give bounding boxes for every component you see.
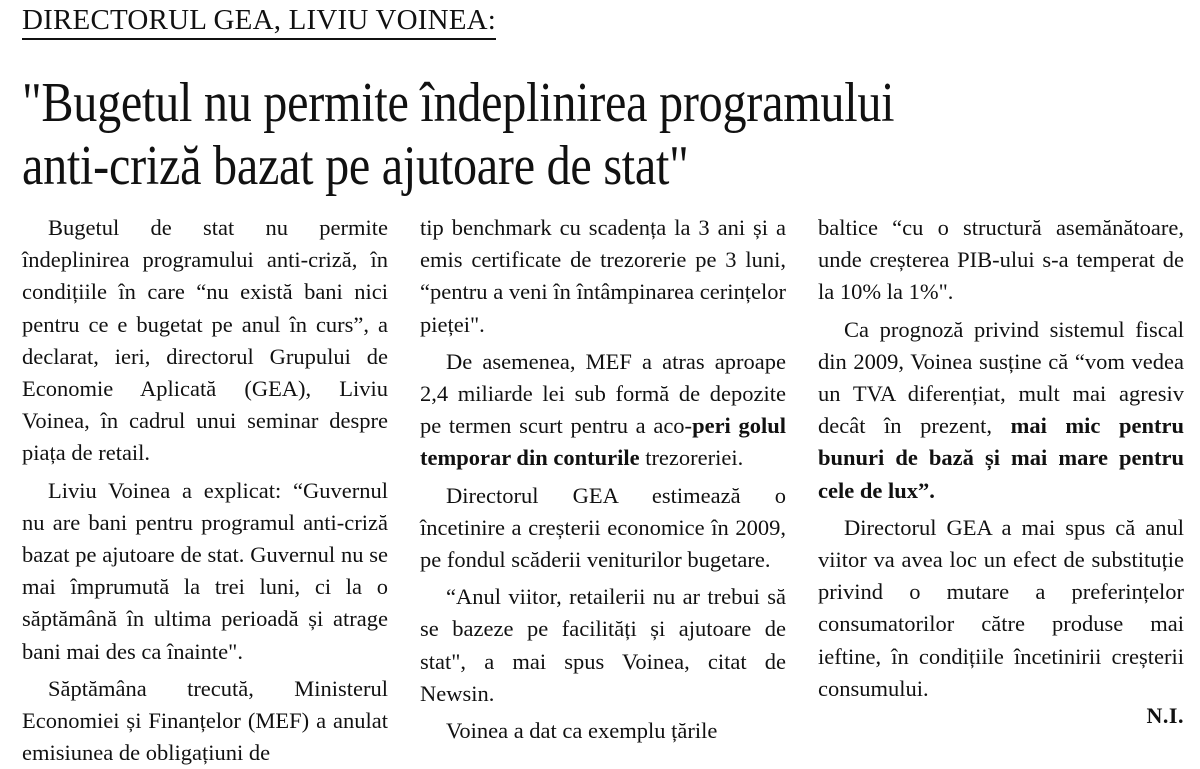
author-initials: N.I.: [1146, 703, 1184, 728]
column-1-paragraph-2: Liviu Voinea a explicat: “Guvernul nu are bani pentru programul anti-criză bazat pe ajutoare de stat. Guvernul nu se mai împrumută la trei luni, ci la o săptămână în ultima perioadă și atrage bani mai des ca înainte".: [22, 477, 388, 664]
column-2-paragraph-2-bold: peri golul temporar din conturile: [420, 413, 787, 471]
column-2-paragraph-4: “Anul viitor, retailerii nu ar trebui să se bazeze pe facilități și ajutoare de stat", a mai spus Voinea, citat de Newsin.: [420, 584, 786, 706]
column-2-paragraph-3: Directorul GEA estimează o încetinire a creșterii economice în 2009, pe fondul scăderii veniturilor bugetare.: [420, 482, 786, 573]
column-3-paragraph-3: Directorul GEA a mai spus că anul viitor va avea loc un efect de substituție privind o mutare a preferințelor consumatorilor către produse mai ieftine, în condițiile încetinirii creșterii consumului.: [818, 514, 1184, 701]
column-2-paragraph-2: [420, 346, 786, 475]
column-3-paragraph-2-text: Ca prognoză privind sistemul fiscal din 2009, Voinea susține că “vom vedea un TVA diferențiat, mult mai agresiv decât în prezent,: [818, 316, 1184, 439]
article-column-3: [818, 212, 1184, 705]
article-headline: [22, 72, 1020, 198]
headline-line-2: anti-criză bazat pe ajutoare de stat": [22, 135, 689, 197]
headline-line-1: "Bugetul nu permite îndeplinirea programului: [22, 72, 895, 134]
column-2-paragraph-2-text: De asemenea, MEF a atras aproape 2,4 miliarde lei sub formă de depozite pe termen scurt pentru a aco-: [420, 348, 786, 439]
column-3-paragraph-2: [818, 314, 1184, 507]
column-3-paragraph-1: baltice “cu o structură asemănătoare, unde creșterea PIB-ului s-a temperat de la 10% la 1%".: [818, 215, 1184, 305]
column-1-paragraph-1: Bugetul de stat nu permite îndeplinirea programului anti-criză, în condițiile în care “nu există bani nici pentru ce e bugetat pe anul în curs”, a declarat, ieri, directorul Grupului de Economie Aplicată (GEA), Liviu Voinea, în cadrul unui seminar despre piața de retail.: [22, 215, 388, 466]
article-column-1: [22, 212, 388, 769]
article-kicker: DIRECTORUL GEA, LIVIU VOINEA:: [22, 2, 496, 40]
column-2-paragraph-1: tip benchmark cu scadența la 3 ani și a emis certificate de trezorerie pe 3 luni, “pentru a veni în întâmpinarea cerințelor pieței".: [420, 215, 786, 337]
column-2-paragraph-5: Voinea a dat ca exemplu țările: [446, 718, 718, 744]
column-1-paragraph-3: Săptămâna trecută, Ministerul Economiei și Finanțelor (MEF) a anulat emisiunea de obligațiuni de: [22, 675, 388, 766]
article-column-2: [420, 212, 786, 747]
column-2-paragraph-2-end: trezoreriei.: [645, 445, 744, 471]
column-3-paragraph-2-bold: mai mic pentru bunuri de bază și mai mare pentru cele de lux”.: [818, 413, 1184, 503]
